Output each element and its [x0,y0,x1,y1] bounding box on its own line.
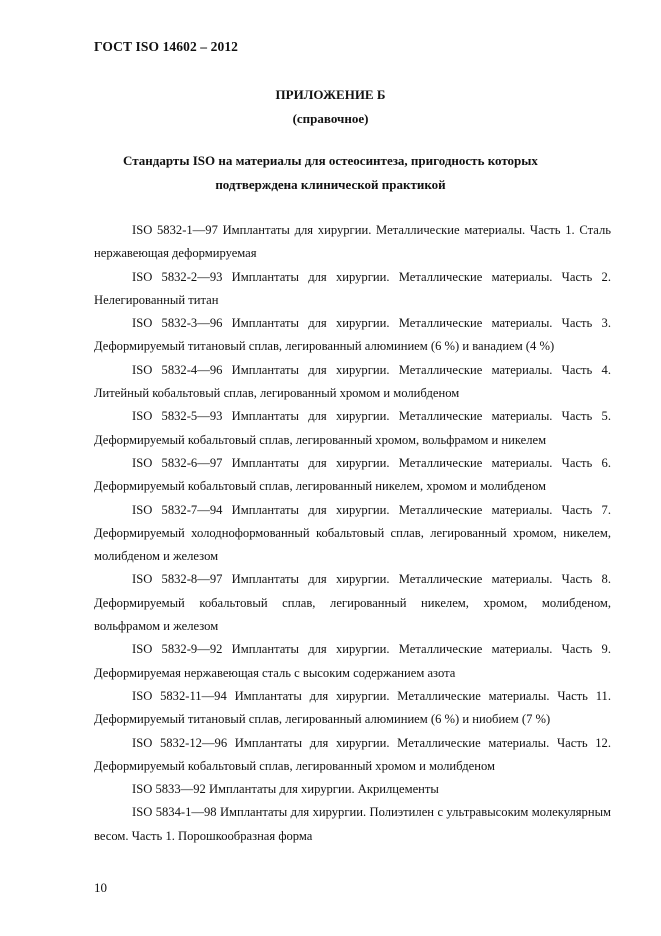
page-number: 10 [94,880,107,895]
standard-entry: ISO 5834-1—98 Имплантаты для хирургии. Полиэтилен с ультравысоким молекулярным весом. Часть 1. Порошкообразная форма [94,805,611,843]
standard-entry: ISO 5832-12—96 Имплантаты для хирургии. Металлические материалы. Часть 12. Деформируемый кобальтовый сплав, легированный хромом и молибденом [94,735,611,773]
section-title-line-1: Стандарты ISO на материалы для остеосинтеза, пригодность которых [123,153,538,168]
standard-entry: ISO 5832-5—93 Имплантаты для хирургии. Металлические материалы. Часть 5. Деформируемый кобальтовый сплав, легированный хромом, вольфрамом и никелем [94,409,611,447]
standard-entry: ISO 5832-6—97 Имплантаты для хирургии. Металлические материалы. Часть 6. Деформируемый кобальтовый сплав, легированный никелем, хромом и молибденом [94,455,611,494]
standard-entry: ISO 5832-8—97 Имплантаты для хирургии. Металлические материалы. Часть 8. Деформируемый кобальтовый сплав, легированный никелем, хромом, молибденом, вольфрамом и железом [94,572,611,634]
standard-entry: ISO 5832-11—94 Имплантаты для хирургии. Металлические материалы. Часть 11. Деформируемый титановый сплав, легированный алюминием (6 %) и ниобием (7 %) [94,688,611,727]
appendix-title: ПРИЛОЖЕНИЕ Б [275,87,386,102]
section-title-line-2: подтверждена клинической практикой [215,177,446,192]
standard-entry: ISO 5832-4—96 Имплантаты для хирургии. Металлические материалы. Часть 4. Литейный кобальтовый сплав, легированный хромом и молибденом [94,362,611,401]
appendix-kind: (справочное) [292,111,369,126]
standard-entry: ISO 5832-1—97 Имплантаты для хирургии. Металлические материалы. Часть 1. Сталь нержавеющая деформируемая [94,223,611,261]
standard-entry: ISO 5832-7—94 Имплантаты для хирургии. Металлические материалы. Часть 7. Деформируемый холоднoформованный кобальтовый сплав, легированный хромом, никелем, молибденом и железом [94,502,611,564]
standard-entry: ISO 5832-2—93 Имплантаты для хирургии. Металлические материалы. Часть 2. Нелегированный титан [94,269,611,307]
standards-list [94,219,611,848]
standard-entry: ISO 5832-3—96 Имплантаты для хирургии. Металлические материалы. Часть 3. Деформируемый титановый сплав, легированный алюминием (6 %) и ванадием (4 %) [94,316,611,354]
standard-entry: ISO 5833—92 Имплантаты для хирургии. Акрилцементы [132,782,439,797]
document-header: ГОСТ ISO 14602 – 2012 [94,39,239,54]
standard-entry: ISO 5832-9—92 Имплантаты для хирургии. Металлические материалы. Часть 9. Деформируемая нержавеющая сталь с высоким содержанием азота [94,642,611,680]
